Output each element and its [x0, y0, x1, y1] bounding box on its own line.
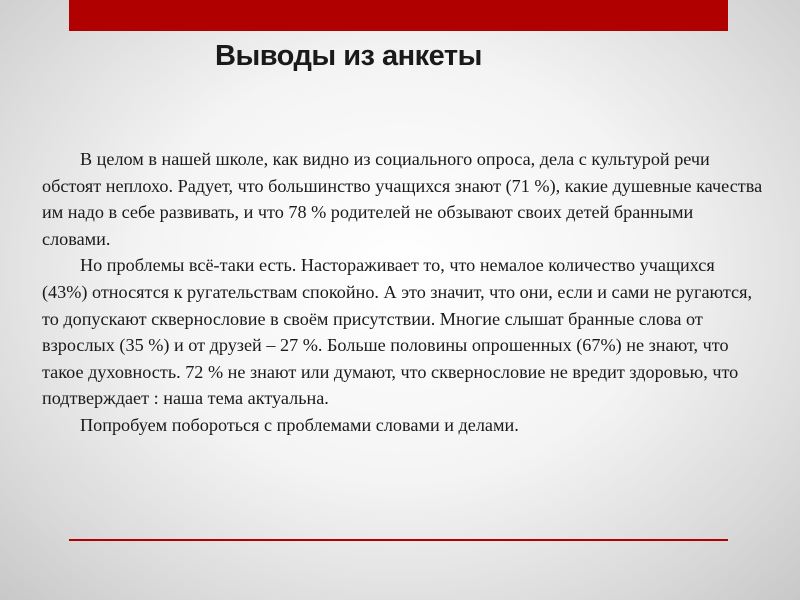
paragraph-1: В целом в нашей школе, как видно из социального опроса, дела с культурой речи обстоят неплохо. Радует, что большинство учащихся знают (71 %), какие душевные качества им надо в себе развивать, и что 78 % родителей не обзывают своих детей бранными словами. — [42, 149, 763, 249]
paragraph-2: Но проблемы всё-таки есть. Настораживает то, что немалое количество учащихся (43%) относятся к ругательствам спокойно. А это значит, что они, если и сами не ругаются, то допускают сквернословие в своём присутствии. Многие слышат бранные слова от взрослых (35 %) и от друзей – 27 %. Больше половины опрошенных (67%) не знают, что такое духовность. 72 % не знают или думают, что сквернословие не вредит здоровью, что подтверждает : наша тема актуальна. — [42, 255, 753, 409]
paragraph-3: Попробуем побороться с проблемами словами и делами. — [80, 414, 519, 435]
bottom-divider-line — [69, 539, 728, 541]
slide-body — [42, 146, 764, 439]
slide-title: Выводы из анкеты — [215, 40, 482, 72]
top-accent-bar — [69, 0, 728, 31]
